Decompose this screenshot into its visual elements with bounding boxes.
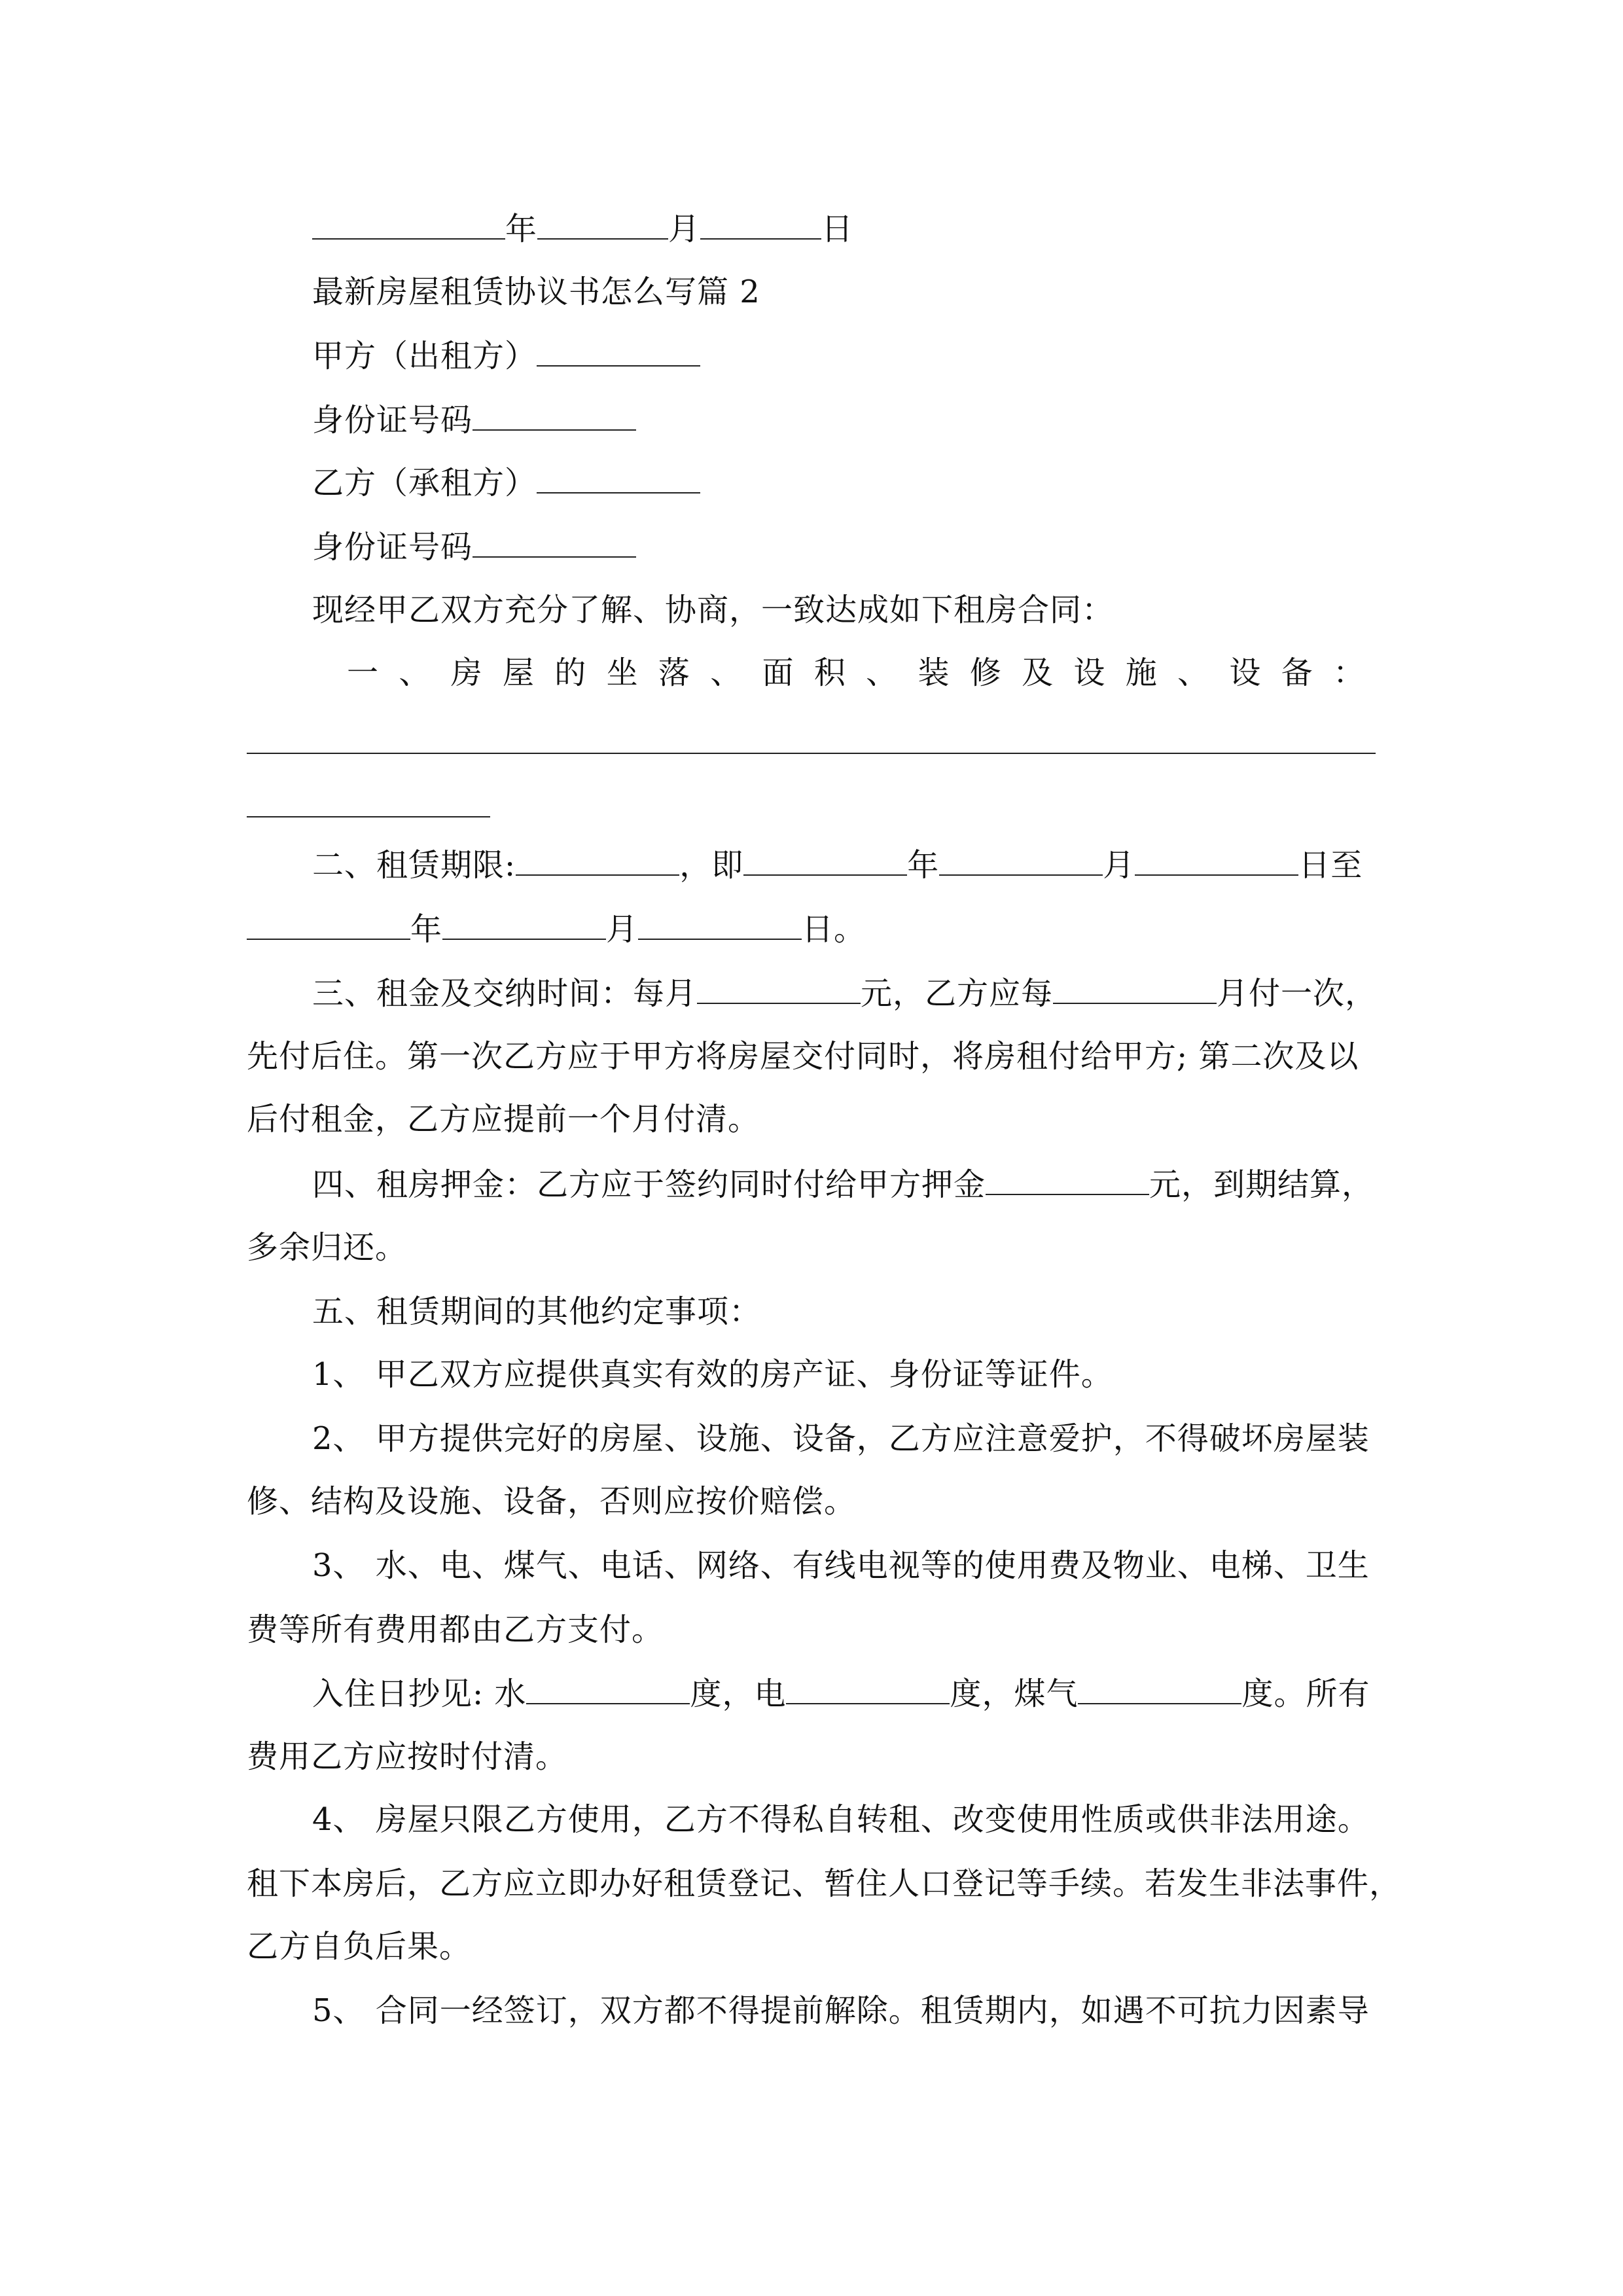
party-b-id-label: 身份证号码 [312, 529, 473, 565]
meter-label: 入住日抄见: 水 [312, 1676, 527, 1712]
clause5-item4-line2: 租下本房后，乙方应立即办好租赁登记、暂住人口登记等手续。若发生非法事件， [247, 1865, 1402, 1902]
meter-du2: 度，煤气 [950, 1676, 1079, 1712]
date-day-label: 日 [821, 211, 854, 247]
blank-pay-interval [1053, 973, 1217, 1004]
blank-party-a [537, 335, 700, 367]
meter-du1: 度，电 [690, 1676, 787, 1712]
clause5-item3-line2: 费等所有费用都由乙方支付。 [247, 1611, 664, 1648]
clause5-item1: 1、 甲乙双方应提供真实有效的房产证、身份证等证件。 [312, 1356, 1113, 1393]
party-a-line [312, 335, 700, 376]
clause1-char: 落 [658, 655, 690, 691]
clause2-year2: 年 [410, 911, 443, 948]
clause1-fill-line-2 [247, 816, 490, 817]
clause3-line3: 后付租金，乙方应提前一个月付清。 [247, 1101, 760, 1138]
clause1-char: 、 [1177, 655, 1209, 691]
clause5-item2-line2: 修、结构及设施、设备，否则应按价赔偿。 [247, 1483, 857, 1520]
meter-du3: 度。所有 [1241, 1676, 1370, 1712]
party-b-label: 乙方（承租方） [312, 465, 537, 501]
clause4-line1 [312, 1164, 1374, 1204]
blank-deposit [986, 1164, 1149, 1195]
party-a-label: 甲方（出租方） [312, 338, 537, 374]
party-a-id-label: 身份证号码 [312, 402, 473, 439]
clause2-year: 年 [907, 847, 940, 884]
blank-start-day [1135, 844, 1298, 876]
blank-party-a-id [473, 399, 636, 431]
clause1-char: 设 [1073, 655, 1105, 691]
clause2-label: 二、租赁期限: [312, 847, 516, 884]
party-b-line [312, 462, 700, 503]
meter-reading-line1 [312, 1673, 1370, 1713]
clause1-char: 施 [1125, 655, 1157, 691]
blank-gas [1078, 1673, 1241, 1704]
blank-end-month [442, 908, 606, 940]
clause1-char: 备 [1281, 655, 1313, 691]
clause3-month-pay: 月付一次， [1217, 975, 1378, 1012]
clause1-char: 、 [866, 655, 898, 691]
clause3-yuan: 元，乙方应每 [861, 975, 1054, 1012]
party-a-id-line [312, 399, 636, 440]
blank-end-day [638, 908, 802, 940]
date-year-label: 年 [505, 211, 538, 247]
section-title: 最新房屋租赁协议书怎么写篇 2 [312, 274, 760, 310]
clause1-char: 的 [554, 655, 586, 691]
meter-reading-line2: 费用乙方应按时付清。 [247, 1738, 568, 1775]
blank-water [526, 1673, 690, 1704]
blank-party-b [537, 462, 700, 493]
blank-rent [697, 973, 861, 1004]
clause1-char: 坐 [606, 655, 638, 691]
blank-electric [786, 1673, 950, 1704]
clause1-char: 装 [918, 655, 950, 691]
clause4-line2: 多余归还。 [247, 1229, 408, 1266]
clause1-heading [347, 653, 1364, 692]
clause2-line2 [247, 908, 866, 949]
clause3-line1 [312, 973, 1377, 1013]
date-line [312, 208, 853, 249]
clause4-tail: 元，到期结算， [1149, 1166, 1374, 1203]
clause1-char: 及 [1022, 655, 1054, 691]
clause5-item3-line1: 3、 水、电、煤气、电话、网络、有线电视等的使用费及物业、电梯、卫生 [312, 1547, 1370, 1584]
clause1-char: 房 [450, 655, 482, 691]
clause1-char: 设 [1229, 655, 1261, 691]
clause2-line1 [312, 844, 1363, 885]
blank-year [312, 208, 505, 240]
clause1-char: 一 [347, 655, 379, 691]
clause3-label: 三、租金及交纳时间：每月 [312, 975, 698, 1012]
clause2-day-end: 日。 [802, 911, 866, 948]
clause2-ji: ，即 [679, 847, 744, 884]
clause5-item2-line1: 2、 甲方提供完好的房屋、设施、设备，乙方应注意爱护，不得破坏房屋装 [312, 1420, 1370, 1457]
clause1-char: 、 [710, 655, 742, 691]
blank-month [537, 208, 668, 240]
blank-start-year [743, 844, 907, 876]
clause4-label: 四、租房押金：乙方应于签约同时付给甲方押金 [312, 1166, 986, 1203]
clause2-day-to: 日至 [1298, 847, 1363, 884]
intro-text: 现经甲乙双方充分了解、协商，一致达成如下租房合同： [312, 592, 1115, 628]
clause1-char: 屋 [502, 655, 534, 691]
clause1-char: 积 [813, 655, 846, 691]
party-b-id-line [312, 526, 636, 567]
clause1-char: 、 [399, 655, 431, 691]
blank-day [700, 208, 821, 240]
clause3-line2: 先付后住。第一次乙方应于甲方将房屋交付同时，将房租付给甲方; 第二次及以 [247, 1038, 1359, 1075]
clause1-char: 面 [762, 655, 794, 691]
blank-start-month [939, 844, 1103, 876]
clause5-item5-line1: 5、 合同一经签订，双方都不得提前解除。租赁期内，如遇不可抗力因素导 [312, 1992, 1370, 2029]
blank-term [516, 844, 679, 876]
date-month-label: 月 [668, 211, 701, 247]
clause1-char: ： [1332, 655, 1364, 691]
clause2-month: 月 [1103, 847, 1135, 884]
clause5-item4-line1: 4、 房屋只限乙方使用，乙方不得私自转租、改变使用性质或供非法用途。 [312, 1801, 1370, 1838]
clause1-char: 修 [969, 655, 1001, 691]
clause5-item4-line3: 乙方自负后果。 [247, 1928, 472, 1965]
clause5-title: 五、租赁期间的其他约定事项： [312, 1293, 762, 1330]
clause2-month2: 月 [606, 911, 639, 948]
blank-party-b-id [473, 526, 636, 558]
clause1-fill-line-1 [247, 753, 1376, 754]
blank-end-year [247, 908, 410, 940]
